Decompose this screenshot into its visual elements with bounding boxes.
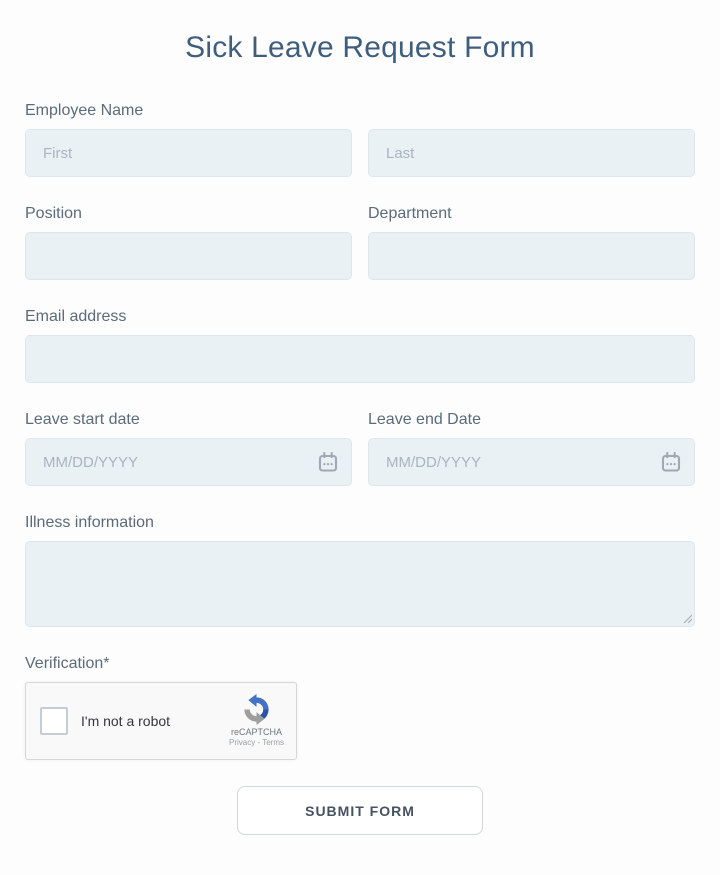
leave-start-label: Leave start date xyxy=(25,411,140,428)
recaptcha-checkbox[interactable] xyxy=(40,707,68,735)
submit-row xyxy=(25,786,695,835)
sick-leave-request-form xyxy=(0,31,720,835)
recaptcha-brand-text: reCAPTCHA xyxy=(231,726,283,737)
email-field-group xyxy=(25,308,695,383)
recaptcha-logo-icon xyxy=(241,694,272,725)
submit-form-button[interactable]: SUBMIT FORM xyxy=(237,786,483,835)
illness-field-group xyxy=(25,514,695,627)
position-department-row xyxy=(25,205,695,280)
recaptcha-widget xyxy=(25,682,297,760)
illness-label: Illness information xyxy=(25,514,154,531)
employee-name-label: Employee Name xyxy=(25,102,144,119)
first-name-input[interactable] xyxy=(25,129,352,177)
leave-end-input[interactable] xyxy=(368,438,695,486)
recaptcha-branding xyxy=(229,694,284,748)
verification-label: Verification* xyxy=(25,655,110,672)
position-label: Position xyxy=(25,205,82,222)
department-label: Department xyxy=(368,205,452,222)
department-input[interactable] xyxy=(368,232,695,280)
last-name-input[interactable] xyxy=(368,129,695,177)
position-input[interactable] xyxy=(25,232,352,280)
verification-field-group xyxy=(25,655,695,760)
page-title: Sick Leave Request Form xyxy=(185,31,535,64)
employee-name-field xyxy=(25,102,695,177)
leave-dates-row xyxy=(25,411,695,486)
leave-end-label: Leave end Date xyxy=(368,411,481,428)
recaptcha-checkbox-label: I'm not a robot xyxy=(81,713,171,729)
illness-textarea[interactable] xyxy=(25,541,695,627)
email-input[interactable] xyxy=(25,335,695,383)
leave-start-input[interactable] xyxy=(25,438,352,486)
email-label: Email address xyxy=(25,308,127,325)
recaptcha-privacy-terms-link[interactable]: Privacy - Terms xyxy=(229,738,284,748)
